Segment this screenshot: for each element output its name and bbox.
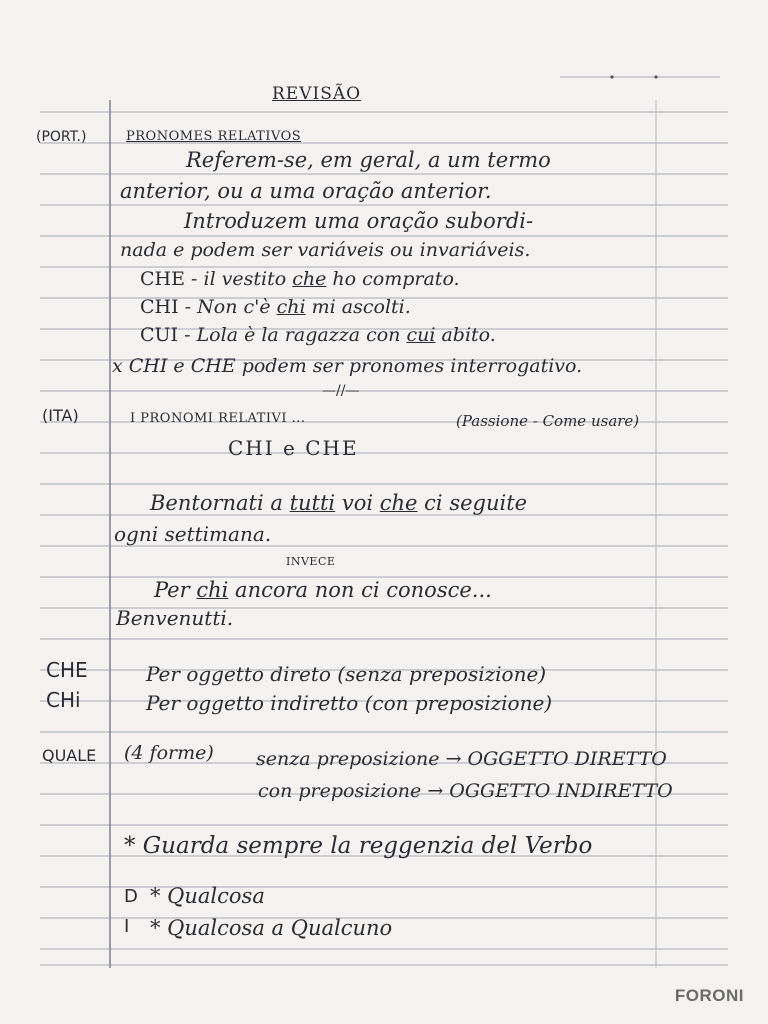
quale-line-2: con preposizione → OGGETTO INDIRETTO (258, 780, 673, 802)
example-cui-word: CUI (140, 324, 179, 346)
invece-label: INVECE (286, 555, 336, 568)
welcome-c: voi (341, 491, 374, 515)
example-che-b: che (292, 268, 327, 290)
example-cui-c: abito. (441, 324, 496, 346)
welcome-b: tutti (289, 491, 336, 515)
port-line-4: nada e podem ser variáveis ou invariáveis. (120, 239, 531, 261)
d-label: D (124, 886, 138, 907)
example-chi-b: chi (276, 296, 306, 318)
chi-rule: Per oggetto indiretto (con preposizione) (146, 691, 553, 715)
ita-tag: (ITA) (42, 406, 79, 425)
quale-forms: (4 forme) (124, 742, 214, 764)
page-title: REVISÃO (272, 84, 362, 104)
ita-source: (Passione - Come usare) (456, 412, 640, 430)
example-chi-c: mi ascolti. (311, 296, 411, 318)
port-line-3: Introduzem uma oração subordi- (184, 209, 534, 233)
port-line-1: Referem-se, em geral, a um termo (186, 148, 551, 172)
i-label: I (124, 916, 130, 937)
example-chi-a: - Non c'è (184, 296, 271, 318)
welcome-line-2: ogni settimana. (114, 522, 272, 546)
example-che-word: CHE (140, 268, 185, 290)
welcome-e: ci seguite (424, 491, 528, 515)
example-chi (140, 298, 411, 317)
welcome-d: che (379, 491, 418, 515)
port-note: x CHI e CHE podem ser pronomes interrogativo. (112, 355, 583, 377)
quale-label: QUALE (42, 746, 97, 765)
port-line-2: anterior, ou a uma oração anterior. (120, 179, 492, 203)
welcome-a: Bentornati a (150, 491, 283, 515)
example-cui (140, 326, 496, 345)
brand-logo: FORONI (674, 986, 744, 1005)
example-cui-b: cui (406, 324, 436, 346)
ita-subheading: CHI e CHE (228, 436, 359, 460)
i-text: * Qualcosa a Qualcuno (150, 916, 393, 940)
example-che-a: - il vestito (191, 268, 287, 290)
quale-line-1: senza preposizione → OGGETTO DIRETTO (256, 748, 667, 770)
section-divider: —//— (322, 383, 360, 399)
example-cui-a: - Lola è la ragazza con (184, 324, 401, 346)
che-rule: Per oggetto direto (senza preposizione) (146, 662, 547, 686)
example-che (140, 270, 460, 289)
che-label: CHE (46, 658, 88, 682)
port-tag: (PORT.) (36, 129, 87, 145)
reminder-line: * Guarda sempre la reggenzia del Verbo (124, 833, 593, 859)
welcome-line (150, 493, 527, 514)
ita-heading: I PRONOMI RELATIVI ... (130, 411, 306, 426)
port-heading: PRONOMES RELATIVOS (126, 129, 302, 144)
benvenuti-line: Benvenutti. (116, 606, 234, 630)
example-che-c: ho comprato. (332, 268, 460, 290)
per-b: chi (196, 578, 229, 602)
per-c: ancora non ci conosce... (235, 578, 492, 602)
per-a: Per (154, 578, 190, 602)
d-text: * Qualcosa (150, 884, 265, 908)
per-line (154, 580, 492, 601)
example-chi-word: CHI (140, 296, 179, 318)
chi-label: CHi (46, 688, 81, 712)
